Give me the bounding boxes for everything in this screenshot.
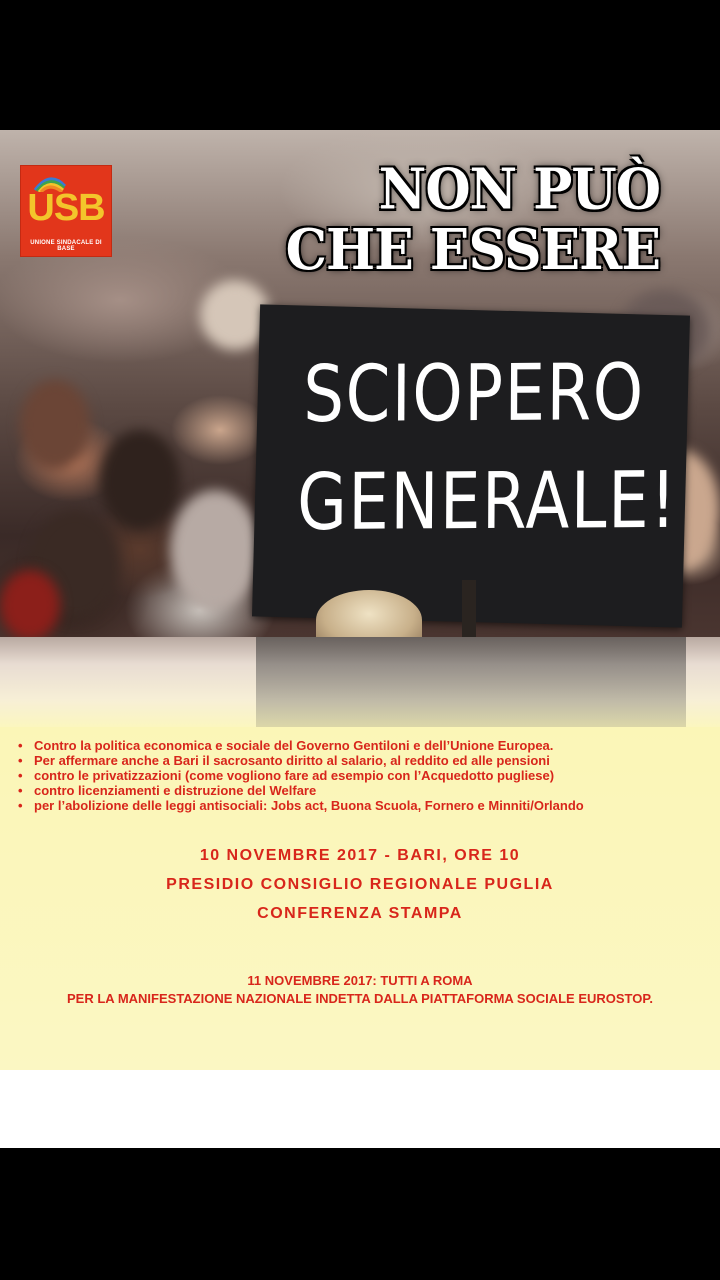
headline-line-2: CHE ESSERE: [285, 217, 660, 284]
demands-list: [18, 738, 708, 813]
rome-announcement-line-1: 11 NOVEMBRE 2017: TUTTI A ROMA: [247, 973, 473, 988]
list-item-text: per l’abolizione delle leggi antisociali: Jobs act, Buona Scuola, Fornero e Minniti/Orlando: [34, 798, 584, 813]
event-date-location: 10 NOVEMBRE 2017 - BARI, ORE 10: [199, 847, 521, 864]
sign-line-1: SCIOPERO: [303, 348, 645, 441]
sign-reflection: [256, 637, 686, 727]
headline: [190, 156, 660, 284]
logo-subtitle: UNIONE SINDACALE DI BASE: [30, 240, 102, 252]
rome-announcement-line-2: PER LA MANIFESTAZIONE NAZIONALE INDETTA DALLA PIATTAFORMA SOCIALE EUROSTOP.: [67, 991, 653, 1006]
poster-image: [0, 130, 720, 1148]
info-panel: [0, 727, 720, 1070]
list-item: [18, 783, 708, 798]
sign-text: [296, 339, 678, 557]
event-type: CONFERENZA STAMPA: [257, 905, 463, 922]
usb-logo: [21, 166, 111, 256]
poster-bottom-margin: [0, 1070, 720, 1148]
bullet-icon: •: [18, 783, 23, 798]
bullet-icon: •: [18, 738, 23, 753]
list-item: [18, 738, 708, 753]
logo-acronym: USB: [27, 187, 105, 229]
bullet-icon: •: [18, 753, 23, 768]
list-item-text: Per affermare anche a Bari il sacrosanto diritto al salario, al reddito ed alle pensioni: [34, 753, 550, 768]
list-item-text: Contro la politica economica e sociale del Governo Gentiloni e dell’Unione Europea.: [34, 738, 554, 753]
list-item: [18, 753, 708, 768]
bullet-icon: •: [18, 768, 23, 783]
list-item: [18, 768, 708, 783]
event-venue: PRESIDIO CONSIGLIO REGIONALE PUGLIA: [166, 876, 554, 893]
list-item-text: contro licenziamenti e distruzione del Welfare: [34, 783, 317, 798]
protest-crowd-photo: [0, 130, 720, 637]
sign-line-2: GENERALE!: [296, 455, 678, 549]
bullet-icon: •: [18, 798, 23, 813]
sign-pole: [462, 580, 476, 640]
list-item: [18, 798, 708, 813]
photo-reflection: [0, 637, 720, 727]
headline-line-1: NON PUÒ: [378, 156, 660, 223]
list-item-text: contro le privatizzazioni (come vogliono fare ad esempio con l’Acquedotto pugliese): [34, 768, 555, 783]
